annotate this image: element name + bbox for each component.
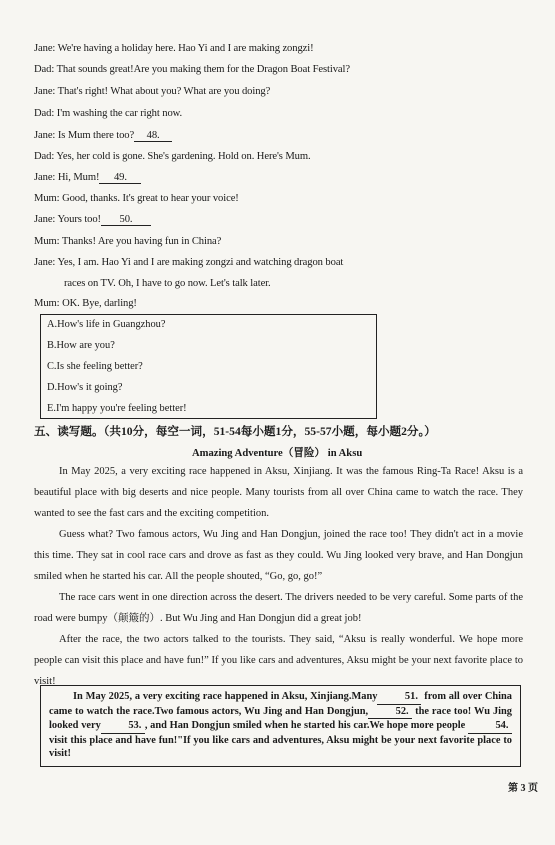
dialogue-line: Jane: We're having a holiday here. Hao Yi and I are making zongzi! [34,43,314,54]
option-a: A.How's life in Guangzhou? [47,319,166,330]
dialogue-line: Mum: Good, thanks. It's great to hear your voice! [34,193,239,204]
dialogue-line: Jane: Is Mum there too? 48. [34,130,172,142]
dialogue-line: Mum: OK. Bye, darling! [34,298,137,309]
options-box [40,314,377,419]
dialogue-line: Dad: That sounds great!Are you making them for the Dragon Boat Festival? [34,64,350,75]
summary-box [40,685,521,767]
paragraph: Guess what? Two famous actors, Wu Jing and Han Dongjun, joined the race too! They didn't act in a movie this time. They sat in cool race cars and drove as fast as they could. Wu Jing looked very brave, and Han Dongjun smiled when he started his car. All the people shouted, “Go, go, go!” [34,529,523,582]
answer-blank-53[interactable]: 53. [101,719,145,734]
page-number: 第 3 页 [508,783,538,794]
dialogue-line: Dad: I'm washing the car right now. [34,108,183,119]
answer-blank-51[interactable]: 51. [377,690,421,705]
dialogue-line: Jane: Yes, I am. Hao Yi and I are making zongzi and watching dragon boat [34,257,344,268]
answer-blank-50[interactable]: 50. [101,214,151,226]
option-d: D.How's it going? [47,382,123,393]
section-heading: 五、读写题。（共10分，每空一词，51-54每小题1分，55-57小题，每小题2分。） [34,425,436,438]
dialogue-line: Jane: Yours too! 50. [34,214,151,226]
dialogue-line: Dad: Yes, her cold is gone. She's gardening. Hold on. Here's Mum. [34,151,311,162]
summary-text: In May 2025, a very exciting race happened in Aksu, Xinjiang.Many 51. from all over China came to watch the race.Two famous actors, Wu Jing and Han Dongjun, 52. the race too! Wu Jing looked very 53. , and Han Dongjun smiled when he started his car.We hope more people 54. visit this place and have fun!"If you like cars and adventures, Aksu might be your next favorite place to visit! [49,691,512,760]
paragraph: The race cars went in one direction across the desert. The drivers needed to be very careful. Some parts of the road were bumpy（颠簸的）. But Wu Jing and Han Dongjun did a great job! [34,592,523,624]
dialogue-line: Jane: That's right! What about you? What are you doing? [34,86,271,97]
dialogue-line: Jane: Hi, Mum! 49. [34,172,141,184]
option-e: E.I'm happy you're feeling better! [47,403,187,414]
paragraph: In May 2025, a very exciting race happened in Aksu, Xinjiang. It was the famous Ring-Ta Race! Aksu is a beautiful place with big deserts and nice people. Many tourists from all over China came to watch the race. They wanted to see the fast cars and the exciting competition. [34,466,523,519]
passage-title: Amazing Adventure（冒险） in Aksu [192,448,363,459]
answer-blank-49[interactable]: 49. [99,172,141,184]
dialogue-line: races on TV. Oh, I have to go now. Let's talk later. [64,278,271,289]
answer-blank-52[interactable]: 52. [368,705,412,720]
answer-blank-54[interactable]: 54. [468,719,512,734]
option-b: B.How are you? [47,340,115,351]
option-c: C.Is she feeling better? [47,361,143,372]
dialogue-line: Mum: Thanks! Are you having fun in China? [34,236,222,247]
paragraph: After the race, the two actors talked to the tourists. They said, “Aksu is really wonderful. We hope more people can visit this place and have fun!” If you like cars and adventures, Aksu might be your next favorite place to visit! [34,634,523,687]
answer-blank-48[interactable]: 48. [134,130,172,142]
